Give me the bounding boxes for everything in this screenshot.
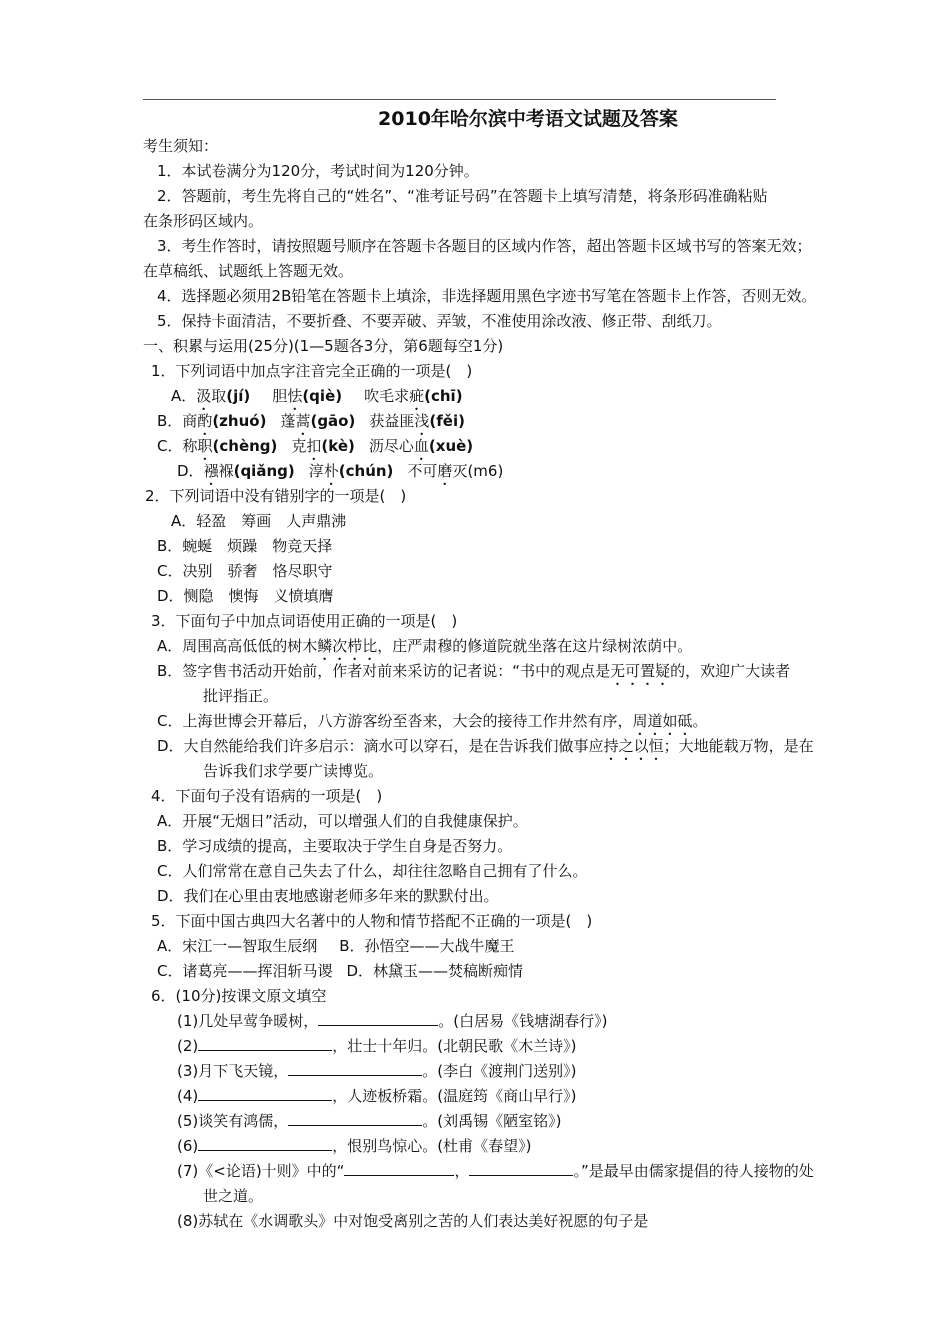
- dotted-phrase: 持之以恒: [603, 737, 664, 755]
- pinyin: (jí): [226, 387, 251, 405]
- pinyin: (zhuó): [212, 412, 267, 430]
- pinyin: (qiǎng): [233, 462, 295, 480]
- dotted-phrase: 鳞次栉比: [317, 637, 378, 655]
- notice-item-cont: 在条形码区域内。: [143, 212, 264, 230]
- dotted-phrase: 周道如砥: [632, 712, 693, 730]
- answer-blank[interactable]: [469, 1159, 573, 1176]
- section-heading: 一、积累与运用(25分)(1—5题各3分，第6题每空1分): [143, 337, 504, 355]
- pinyin: (xuè): [428, 437, 474, 455]
- answer-blank[interactable]: [344, 1159, 454, 1176]
- notice-item: 1．本试卷满分为120分，考试时间为120分钟。: [157, 162, 479, 180]
- question-5-options-cd: C．诸葛亮——挥泪斩马谡 D．林黛玉——焚稿断痴情: [157, 962, 524, 980]
- dotted-char: 怯: [287, 387, 303, 405]
- pinyin: (chī): [424, 387, 463, 405]
- question-3-option-a: A．周围高高低低的树木鳞次栉比，庄严肃穆的修道院就坐落在这片绿树浓荫中。: [157, 637, 693, 655]
- question-4-option-c: C．人们常常在意自己失去了什么，却往往忽略自己拥有了什么。: [157, 862, 588, 880]
- notice-header: 考生须知：: [143, 137, 219, 155]
- pinyin: (chèng): [212, 437, 278, 455]
- question-2-option-d: D．恻隐 懊悔 义愤填膺: [157, 587, 334, 605]
- notice-item: 2．答题前，考生先将自己的“姓名”、“准考证号码”在答题卡上填写清楚，将条形码准确粘贴: [157, 187, 768, 205]
- notice-item: 3．考生作答时，请按照题号顺序在答题卡各题目的区域内作答，超出答题卡区域书写的答案无效；: [157, 237, 812, 255]
- pinyin: (chún): [338, 462, 394, 480]
- dotted-char: 职: [197, 437, 213, 455]
- dotted-char: 磨: [437, 462, 453, 480]
- question-3-option-b: B．签字售书活动开始前，作者对前来采访的记者说：“书中的观点是无可置疑的，欢迎广大读者: [157, 662, 791, 680]
- dotted-char: 扣: [306, 437, 322, 455]
- dotted-char: 疵: [409, 387, 425, 405]
- dotted-phrase: 无可置疑: [610, 662, 671, 680]
- dotted-char: 朴: [323, 462, 339, 480]
- question-1-stem: 1．下列词语中加点字注音完全正确的一项是( ): [151, 362, 473, 380]
- pinyin: (fěi): [429, 412, 465, 430]
- question-2-stem: 2．下列词语中没有错别字的一项是( ): [145, 487, 407, 505]
- answer-blank[interactable]: [198, 1134, 332, 1151]
- notice-item: 5．保持卡面清洁，不要折叠、不要弄破、弄皱，不准使用涂改液、修正带、刮纸刀。: [157, 312, 722, 330]
- dotted-char: 汲: [196, 387, 212, 405]
- question-2-option-c: C．决别 骄奢 恪尽职守: [157, 562, 333, 580]
- pinyin: (kè): [321, 437, 355, 455]
- answer-blank[interactable]: [198, 1084, 332, 1101]
- page-title: 2010年哈尔滨中考语文试题及答案: [378, 108, 678, 130]
- pinyin: (gāo): [310, 412, 356, 430]
- fill-line-2: (2) ，壮士十年归。(北朝民歌《木兰诗》): [143, 1034, 873, 1059]
- fill-line-6: (6) ，恨别鸟惊心。(杜甫《春望》): [143, 1134, 873, 1159]
- fill-line-8: (8)苏轼在《水调歌头》中对饱受离别之苦的人们表达美好祝愿的句子是: [177, 1212, 649, 1230]
- question-3-option-d: D．大自然能给我们许多启示：滴水可以穿石，是在告诉我们做事应持之以恒；大地能载万物，是在: [157, 737, 814, 755]
- answer-blank[interactable]: [288, 1109, 422, 1126]
- question-5-options-ab: A．宋江一—智取生辰纲 B．孙悟空——大战牛魔王: [157, 937, 515, 955]
- pinyin: (m6): [467, 462, 504, 480]
- fill-line-4: (4) ，人迹板桥霜。(温庭筠《商山早行》): [143, 1084, 873, 1109]
- notice-item-cont: 在草稿纸、试题纸上答题无效。: [143, 262, 354, 280]
- question-1-option-c: C．称职(chèng) 克扣(kè) 沥尽心血(xuè): [157, 437, 474, 455]
- dotted-char: 血: [413, 437, 429, 455]
- answer-blank[interactable]: [288, 1059, 422, 1076]
- dotted-char: 浅: [414, 412, 430, 430]
- question-1-option-b: B．商酌(zhuó) 蓬蒿(gāo) 获益匪浅(fěi): [157, 412, 465, 430]
- question-4-option-b: B．学习成绩的提高，主要取决于学生自身是否努力。: [157, 837, 513, 855]
- fill-line-5: (5)谈笑有鸿儒， 。(刘禹锡《陋室铭》): [143, 1109, 873, 1134]
- question-1-option-d: D．襁褓(qiǎng) 淳朴(chún) 不可磨灭(m6): [177, 462, 504, 480]
- question-1-option-a: A．汲取(jí) 胆怯(qiè) 吹毛求疵(chī): [171, 387, 463, 405]
- question-4-option-a: A．开展“无烟日”活动，可以增强人们的自我健康保护。: [157, 812, 528, 830]
- question-3-option-b-cont: 批评指正。: [203, 687, 279, 705]
- question-3-option-d-cont: 告诉我们求学要广读博览。: [203, 762, 384, 780]
- question-3-option-c: C．上海世博会开幕后，八方游客纷至沓来，大会的接待工作井然有序，周道如砥。: [157, 712, 708, 730]
- fill-line-3: (3)月下飞天镜， 。(李白《渡荆门送别》): [143, 1059, 873, 1084]
- answer-blank[interactable]: [318, 1009, 438, 1026]
- question-4-option-d: D．我们在心里由衷地感谢老师多年来的默默付出。: [157, 887, 499, 905]
- question-2-option-a: A．轻盈 筹画 人声鼎沸: [171, 512, 347, 530]
- answer-blank[interactable]: [198, 1034, 332, 1051]
- fill-line-1: (1)几处早莺争暖树， 。(白居易《钱塘湖春行》): [143, 1009, 873, 1034]
- fill-line-7: (7)《<论语)十则》中的“ ， 。”是最早由儒家提倡的待人接物的处: [143, 1159, 873, 1184]
- fill-line-7-cont: 世之道。: [203, 1187, 264, 1205]
- dotted-char: 酌: [197, 412, 213, 430]
- question-4-stem: 4．下面句子没有语病的一项是( ): [151, 787, 383, 805]
- question-6-stem: 6．(10分)按课文原文填空: [151, 987, 327, 1005]
- dotted-char: 襁: [203, 462, 219, 480]
- question-2-option-b: B．蜿蜒 烦躁 物竞天择: [157, 537, 333, 555]
- dotted-char: 蒿: [295, 412, 311, 430]
- question-5-stem: 5．下面中国古典四大名著中的人物和情节搭配不正确的一项是( ): [151, 912, 593, 930]
- pinyin: (qiè): [302, 387, 343, 405]
- notice-item: 4．选择题必须用2B铅笔在答题卡上填涂，非选择题用黑色字迹书写笔在答题卡上作答，否则无效。: [157, 287, 817, 305]
- header-rule: [143, 99, 776, 100]
- exam-page: [143, 104, 873, 1234]
- question-3-stem: 3．下面句子中加点词语使用正确的一项是( ): [151, 612, 458, 630]
